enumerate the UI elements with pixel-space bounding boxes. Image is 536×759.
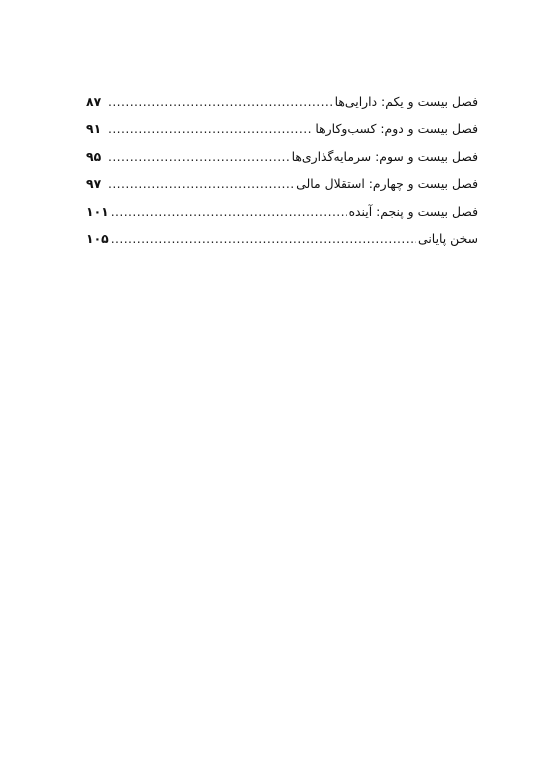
toc-entry-page-number: ۹۱ bbox=[86, 121, 102, 137]
toc-entry-page-number: ۸۷ bbox=[86, 94, 102, 109]
toc-entry-page-number: ۱۰۵ bbox=[86, 230, 109, 246]
toc-dot-leader bbox=[108, 115, 313, 142]
toc-dot-leader bbox=[111, 198, 347, 225]
toc-entry-title: فصل بیست و سوم: سرمایه‌گذاری‌ها bbox=[291, 148, 478, 164]
toc-dot-leader bbox=[108, 143, 290, 170]
toc-dot-leader bbox=[108, 170, 294, 197]
toc-entry-page-number: ۹۵ bbox=[86, 148, 102, 164]
toc-entry-title: فصل بیست و چهارم: استقلال مالی bbox=[296, 176, 478, 192]
toc-entry[interactable] bbox=[86, 88, 478, 115]
toc-entry[interactable] bbox=[86, 170, 478, 197]
toc-entry[interactable] bbox=[86, 115, 478, 142]
toc-entry-title: فصل بیست و یکم: دارایی‌ها bbox=[334, 94, 478, 109]
toc-entry[interactable] bbox=[86, 143, 478, 170]
toc-entry-page-number: ۹۷ bbox=[86, 176, 102, 192]
toc-entry-page-number: ۱۰۱ bbox=[86, 203, 109, 219]
toc-entry-title: فصل بیست و دوم: کسب‌وکارها bbox=[315, 121, 478, 137]
toc-dot-leader bbox=[111, 225, 416, 252]
toc-entry[interactable] bbox=[86, 225, 478, 252]
toc-dot-leader bbox=[108, 88, 333, 115]
toc-entry[interactable] bbox=[86, 198, 478, 225]
toc-entry-title: فصل بیست و پنجم: آینده bbox=[348, 203, 478, 219]
toc-entry-title: سخن پایانی bbox=[418, 230, 478, 246]
table-of-contents bbox=[86, 88, 478, 252]
